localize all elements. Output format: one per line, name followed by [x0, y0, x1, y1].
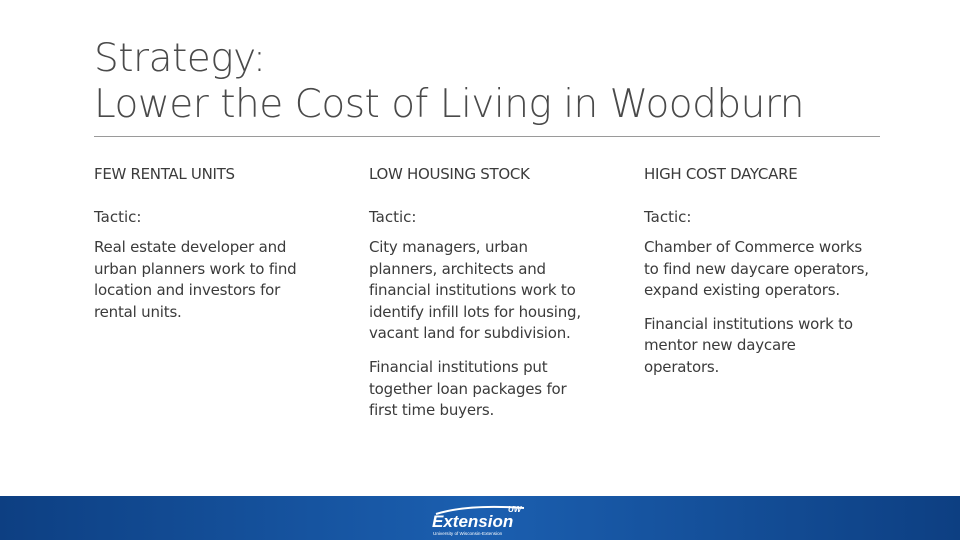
tactic-paragraph: City managers, urban planners, architects and financial institutions work to identify infill lots for housing, vacant land for subdivision. — [369, 238, 581, 343]
tactic-paragraph: Financial institutions work to mentor new daycare operators. — [644, 314, 853, 376]
slide-title-line1: Strategy: — [94, 36, 266, 81]
title-divider — [94, 136, 880, 137]
column-heading: LOW HOUSING STOCK — [369, 165, 530, 183]
slide-title — [94, 36, 894, 128]
column-housing-stock — [369, 163, 599, 422]
tactic-label: Tactic: — [369, 208, 417, 226]
tactic-text — [644, 237, 874, 379]
logo-subtitle-text: University of Wisconsin-Extension — [433, 531, 503, 536]
logo-uw-text: UW — [508, 505, 522, 514]
column-rental-units — [94, 163, 324, 323]
uw-extension-logo — [428, 500, 532, 538]
tactic-label: Tactic: — [644, 208, 692, 226]
column-heading: FEW RENTAL UNITS — [94, 165, 235, 183]
tactic-paragraph: Chamber of Commerce works to find new daycare operators, expand existing operators. — [644, 238, 869, 300]
tactic-text — [94, 237, 324, 323]
tactic-paragraph: Real estate developer and urban planners work to find location and investors for rental units. — [94, 238, 297, 321]
tactic-label: Tactic: — [94, 208, 142, 226]
tactic-paragraph: Financial institutions put together loan packages for first time buyers. — [369, 357, 567, 420]
logo-extension-text: Extension — [432, 512, 514, 531]
slide-title-line2: Lower the Cost of Living in Woodburn — [94, 82, 804, 127]
column-heading: HIGH COST DAYCARE — [644, 165, 798, 183]
tactic-text — [369, 237, 599, 422]
column-daycare — [644, 163, 874, 379]
